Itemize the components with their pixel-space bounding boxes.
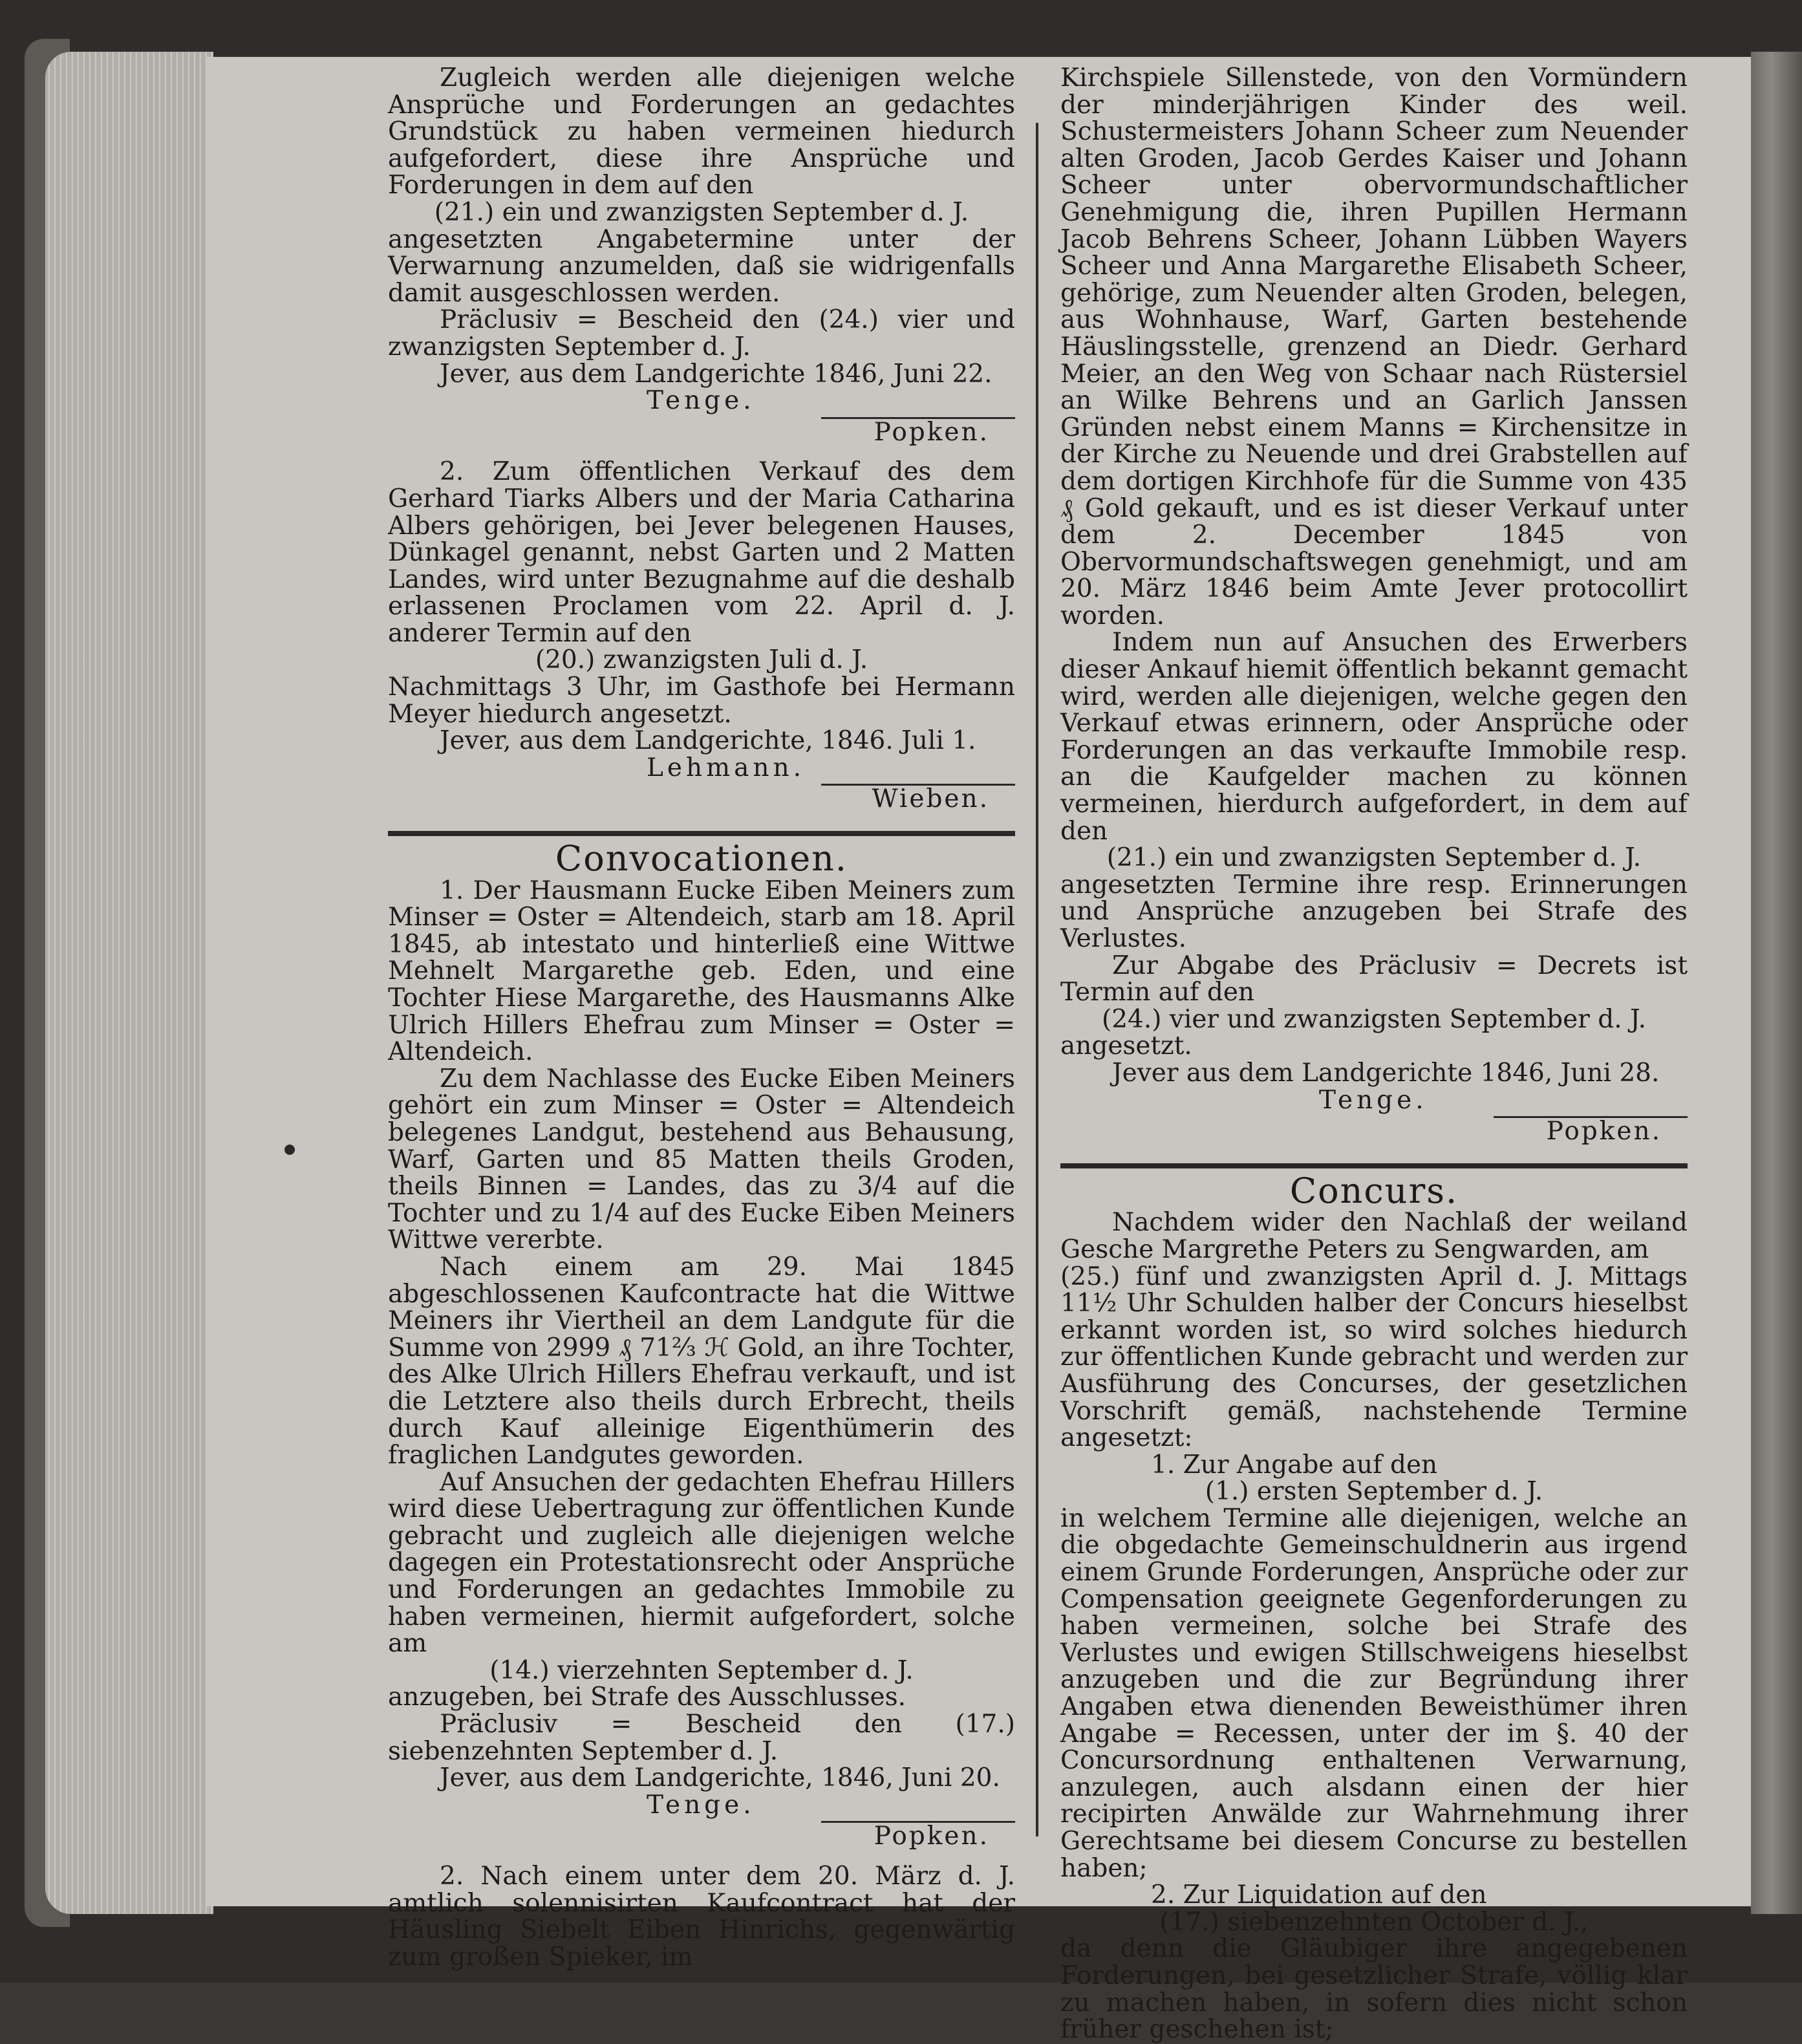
date-line: (20.) zwanzigsten Juli d. J. xyxy=(535,645,868,675)
dateline: Jever, aus dem Landgerichte, 1846. Juli 1. xyxy=(440,726,976,756)
page-gutter xyxy=(1751,52,1802,1914)
paragraph: angesetzt. xyxy=(1060,1031,1192,1061)
paragraph: Kirchspiele Sillenstede, von den Vormündern der minderjährigen Kinder des weil. Schustermeisters Johann Scheer zum Neuender alten Groden, Jacob Gerdes Kaiser und Johann Scheer unter obervormundschaftlicher Genehmigung die, ihren Pupillen Hermann Jacob Behrens Scheer, Johann Lübben Wayers Scheer und Anna Margarethe Elisabeth Scheer, gehörige, zum Neuender alten Groden, belegen, aus Wohnhause, Warf, Garten bestehende Häuslingsstelle, grenzend an Diedr. Gerhard Meier, an den Weg von Schaar nach Rüstersiel an Wilke Behrens und an Garlich Janssen Gründen nebst einem Manns = Kirchensitze in der Kirche zu Neuende und drei Grabstellen auf dem dortigen Kirchhofe für die Summe von 435 ₰ Gold gekauft, und es ist dieser Verkauf unter dem 2. December 1845 von Obervormundschaftswegen genehmigt, und am 20. März 1846 beim Amte Jever protocollirt worden. xyxy=(1060,63,1688,630)
paragraph: angesetzten Termine ihre resp. Erinnerungen und Ansprüche anzugeben bei Strafe des Verlustes. xyxy=(1060,870,1688,953)
paragraph: Nachmittags 3 Uhr, im Gasthofe bei Hermann Meyer hiedurch angesetzt. xyxy=(388,672,1015,729)
paragraph: Präclusiv = Bescheid den (17.) siebenzehnten September d. J. xyxy=(388,1710,1015,1766)
column-divider xyxy=(1036,123,1038,1836)
signature: Popken. xyxy=(874,417,989,447)
paragraph: angesetzten Angabetermine unter der Verwarnung anzumelden, daß sie widrigenfalls damit ausgeschlossen werden. xyxy=(388,224,1015,308)
paragraph: 2. Nach einem unter dem 20. März d. J. amtlich solennisirten Kaufcontract hat der Häusling Siebelt Eiben Hinrichs, gegenwärtig zum großen Spieker, im xyxy=(388,1862,1015,1972)
paragraph: Auf Ansuchen der gedachten Ehefrau Hillers wird diese Uebertragung zur öffentlichen Kunde gebracht und zugleich alle diejenigen welche dagegen ein Protestationsrecht oder Ansprüche und Forderungen an gedachtes Immobile zu haben vermeinen, hiermit aufgefordert, solche am xyxy=(388,1467,1015,1659)
section-rule xyxy=(1060,1163,1688,1168)
right-column xyxy=(1060,65,1688,2043)
paragraph: 1. Der Hausmann Eucke Eiben Meiners zum Minser = Oster = Altendeich, starb am 18. April 1845, ab intestato und hinterließ eine Wittwe Mehnelt Margarethe geb. Eden, und eine Tochter Hiese Margarethe, des Hausmanns Alke Ulrich Hillers Ehefrau zum Minser = Oster = Altendeich. xyxy=(388,876,1015,1067)
paragraph: (25.) fünf und zwanzigsten April d. J. Mittags 11½ Uhr Schulden halber der Concurs hieselbst erkannt worden ist, so wird solches hiedurch zur öffentlichen Kunde gebracht und werden zur Ausführung des Concurses, der gesetzlichen Vorschrift gemäß, nachstehende Termine angesetzt: xyxy=(1060,1262,1688,1453)
date-line: (21.) ein und zwanzigsten September d. J. xyxy=(1106,843,1642,873)
dateline: Jever, aus dem Landgerichte 1846, Juni 22. xyxy=(440,359,992,389)
date-line: (21.) ein und zwanzigsten September d. J. xyxy=(434,197,969,227)
paragraph: da denn die Gläubiger ihre angegebenen Forderungen, bei gesetzlicher Strafe, völlig klar zu machen haben, in sofern dies nicht schon früher geschehen ist; xyxy=(1060,1934,1688,2044)
paragraph: anzugeben, bei Strafe des Ausschlusses. xyxy=(388,1683,906,1712)
paragraph: Nach einem am 29. Mai 1845 abgeschlossenen Kaufcontracte hat die Wittwe Meiners ihr Viertheil an dem Landgute für die Summe von 2999 ₰ 71⅔ ℋ Gold, an ihre Tochter, des Alke Ulrich Hillers Ehefrau verkauft, und ist die Letztere also theils durch Erbrecht, theils durch Kauf alleinige Eigenthümerin des fraglichen Landgutes geworden. xyxy=(388,1252,1015,1470)
signature: Wieben. xyxy=(872,784,989,814)
section-heading: Concurs. xyxy=(1289,1170,1459,1211)
paragraph: Zu dem Nachlasse des Eucke Eiben Meiners gehört ein zum Minser = Oster = Altendeich belegenes Landgut, bestehend aus Behausung, Warf, Garten und 85 Matten theils Groden, theils Binnen = Landes, das zu 3/4 auf die Tochter und zu 1/4 auf des Eucke Eiben Meiners Wittwe vererbte. xyxy=(388,1064,1015,1255)
list-item: 2. Zur Liquidation auf den xyxy=(1151,1880,1487,1910)
dateline: Jever, aus dem Landgerichte, 1846, Juni 20. xyxy=(440,1763,1000,1793)
paragraph: 2. Zum öffentlichen Verkauf des dem Gerhard Tiarks Albers und der Maria Catharina Albers gehörigen, bei Jever belegenen Hauses, Dünkagel genannt, nebst Garten und 2 Matten Landes, wird unter Bezugnahme auf die deshalb erlassenen Proclamen vom 22. April d. J. anderer Termin auf den xyxy=(388,457,1015,648)
paragraph: Indem nun auf Ansuchen des Erwerbers dieser Ankauf hiemit öffentlich bekannt gemacht wird, werden alle diejenigen, welche gegen den Verkauf etwas erinnern, oder Ansprüche oder Forderungen an das verkaufte Immobile resp. an die Kaufgelder machen zu können vermeinen, hierdurch aufgefordert, in dem auf den xyxy=(1060,628,1688,846)
signature: Lehmann. xyxy=(647,753,805,782)
section-rule xyxy=(388,831,1015,836)
signature: Popken. xyxy=(1546,1117,1662,1146)
paragraph: Präclusiv = Bescheid den (24.) vier und zwanzigsten September d. J. xyxy=(388,305,1015,361)
left-column xyxy=(388,65,1015,1970)
date-line: (17.) siebenzehnten October d. J., xyxy=(1159,1907,1589,1937)
paragraph: Nachdem wider den Nachlaß der weiland Gesche Margrethe Peters zu Sengwarden, am xyxy=(1060,1208,1688,1264)
section-heading: Convocationen. xyxy=(555,838,848,879)
paragraph: in welchem Termine alle diejenigen, welche an die obgedachte Gemeinschuldnerin aus irgend einem Grunde Forderungen, Ansprüche oder zur Compensation geeignete Gegenforderungen zu haben vermeinen, solche bei Strafe des Verlustes und ewigen Stillschweigens hieselbst anzugeben und die zur Begründung ihrer Angaben etwa dienenden Beweisthümer ihren Angabe = Recessen, unter der im §. 40 der Concursordnung enthaltenen Verwarnung, anzulegen, auch alsdann einen der hier recipirten Anwälde zur Wahrnehmung ihrer Gerechtsame bei diesem Concurse zu bestellen haben; xyxy=(1060,1503,1688,1883)
signature: Tenge. xyxy=(647,386,755,416)
signature: Tenge. xyxy=(1319,1085,1428,1115)
date-line: (24.) vier und zwanzigsten September d. J. xyxy=(1102,1004,1646,1034)
signature: Popken. xyxy=(874,1822,989,1851)
list-item: 1. Zur Angabe auf den xyxy=(1151,1450,1438,1479)
date-line: (14.) vierzehnten September d. J. xyxy=(489,1655,914,1685)
date-line: (1.) ersten September d. J. xyxy=(1205,1477,1543,1507)
paragraph: Zur Abgabe des Präclusiv = Decrets ist Termin auf den xyxy=(1060,951,1688,1007)
paragraph: Zugleich werden alle diejenigen welche Ansprüche und Forderungen an gedachtes Grundstück zu haben vermeinen hiedurch aufgefordert, diese ihre Ansprüche und Forderungen in dem auf den xyxy=(388,63,1015,200)
dateline: Jever aus dem Landgerichte 1846, Juni 28. xyxy=(1112,1058,1660,1088)
page-edges xyxy=(45,52,213,1914)
ink-spot xyxy=(284,1145,295,1155)
signature: Tenge. xyxy=(647,1790,755,1820)
